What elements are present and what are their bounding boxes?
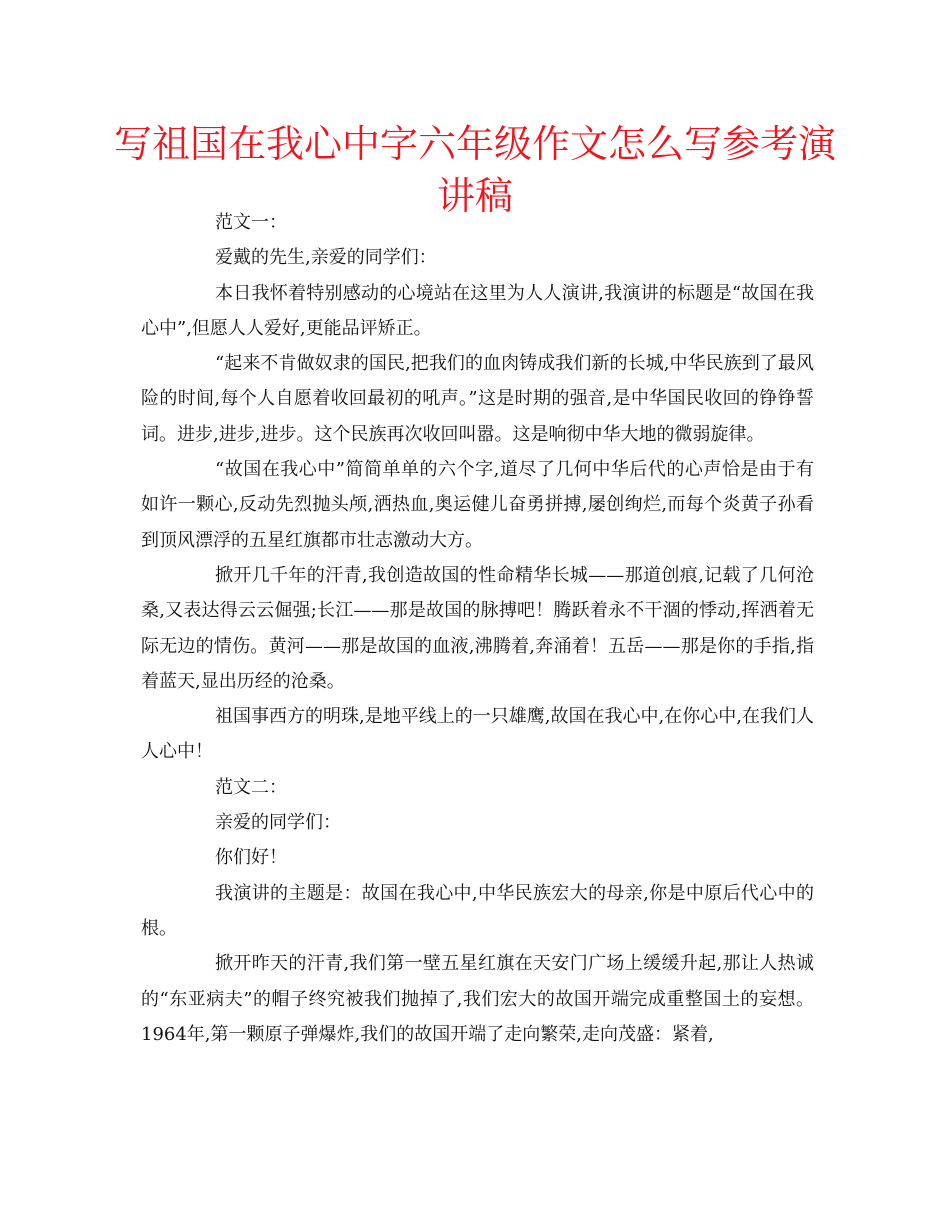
document-title: 写祖国在我心中字六年级作文怎么写参考演讲稿 (113, 122, 836, 218)
document-body (141, 205, 814, 1052)
body-paragraph: 祖国事西方的明珠,是地平线上的一只雄鹰,故国在我心中,在你心中,在我们人人心中！ (141, 706, 814, 763)
body-paragraph: 爱戴的先生,亲爱的同学们： (215, 247, 437, 269)
body-paragraph: 范文二： (215, 776, 287, 798)
body-paragraph: “故国在我心中”简简单单的六个字,道尽了几何中华后代的心声恰是由于有如许一颗心,反动先烈抛头颅,洒热血,奥运健儿奋勇拼搏,屡创绚烂,而每个炎黄子孙看到顶风漂浮的五星红旗都市壮志激动大方。 (141, 459, 814, 551)
body-paragraph: “起来不肯做奴隶的国民,把我们的血肉铸成我们新的长城,中华民族到了最风险的时间,每个人自愿着收回最初的吼声。”这是时期的强音,是中华国民收回的铮铮誓词。进步,进步,进步。这个民族再次收回叫嚣。这是响彻中华大地的微弱旋律。 (141, 353, 814, 445)
body-paragraph: 本日我怀着特别感动的心境站在这里为人人演讲,我演讲的标题是“故国在我心中”,但愿人人爱好,更能品评矫正。 (141, 282, 814, 339)
body-paragraph: 范文一： (215, 212, 287, 233)
body-paragraph: 亲爱的同学们： (215, 812, 341, 834)
body-paragraph: 你们好！ (215, 847, 287, 869)
body-paragraph: 我演讲的主题是：故国在我心中,中华民族宏大的母亲,你是中原后代心中的根。 (141, 882, 814, 939)
body-paragraph: 掀开几千年的汗青,我创造故国的性命精华长城——那道创痕,记载了几何沧桑,又表达得云云倔强;长江——那是故国的脉搏吧！腾跃着永不干涸的悸动,挥洒着无际无边的情伤。黄河——那是故国的血液,沸腾着,奔涌着！五岳——那是你的手指,指着蓝天,显出历经的沧桑。 (141, 564, 814, 692)
body-paragraph: 掀开昨天的汗青,我们第一壁五星红旗在天安门广场上缓缓升起,那让人热诚的“东亚病夫”的帽子终究被我们抛掉了,我们宏大的故国开端完成重整国土的妄想。1964年,第一颗原子弹爆炸,我们的故国开端了走向繁荣,走向茂盛：紧着, (141, 953, 814, 1045)
